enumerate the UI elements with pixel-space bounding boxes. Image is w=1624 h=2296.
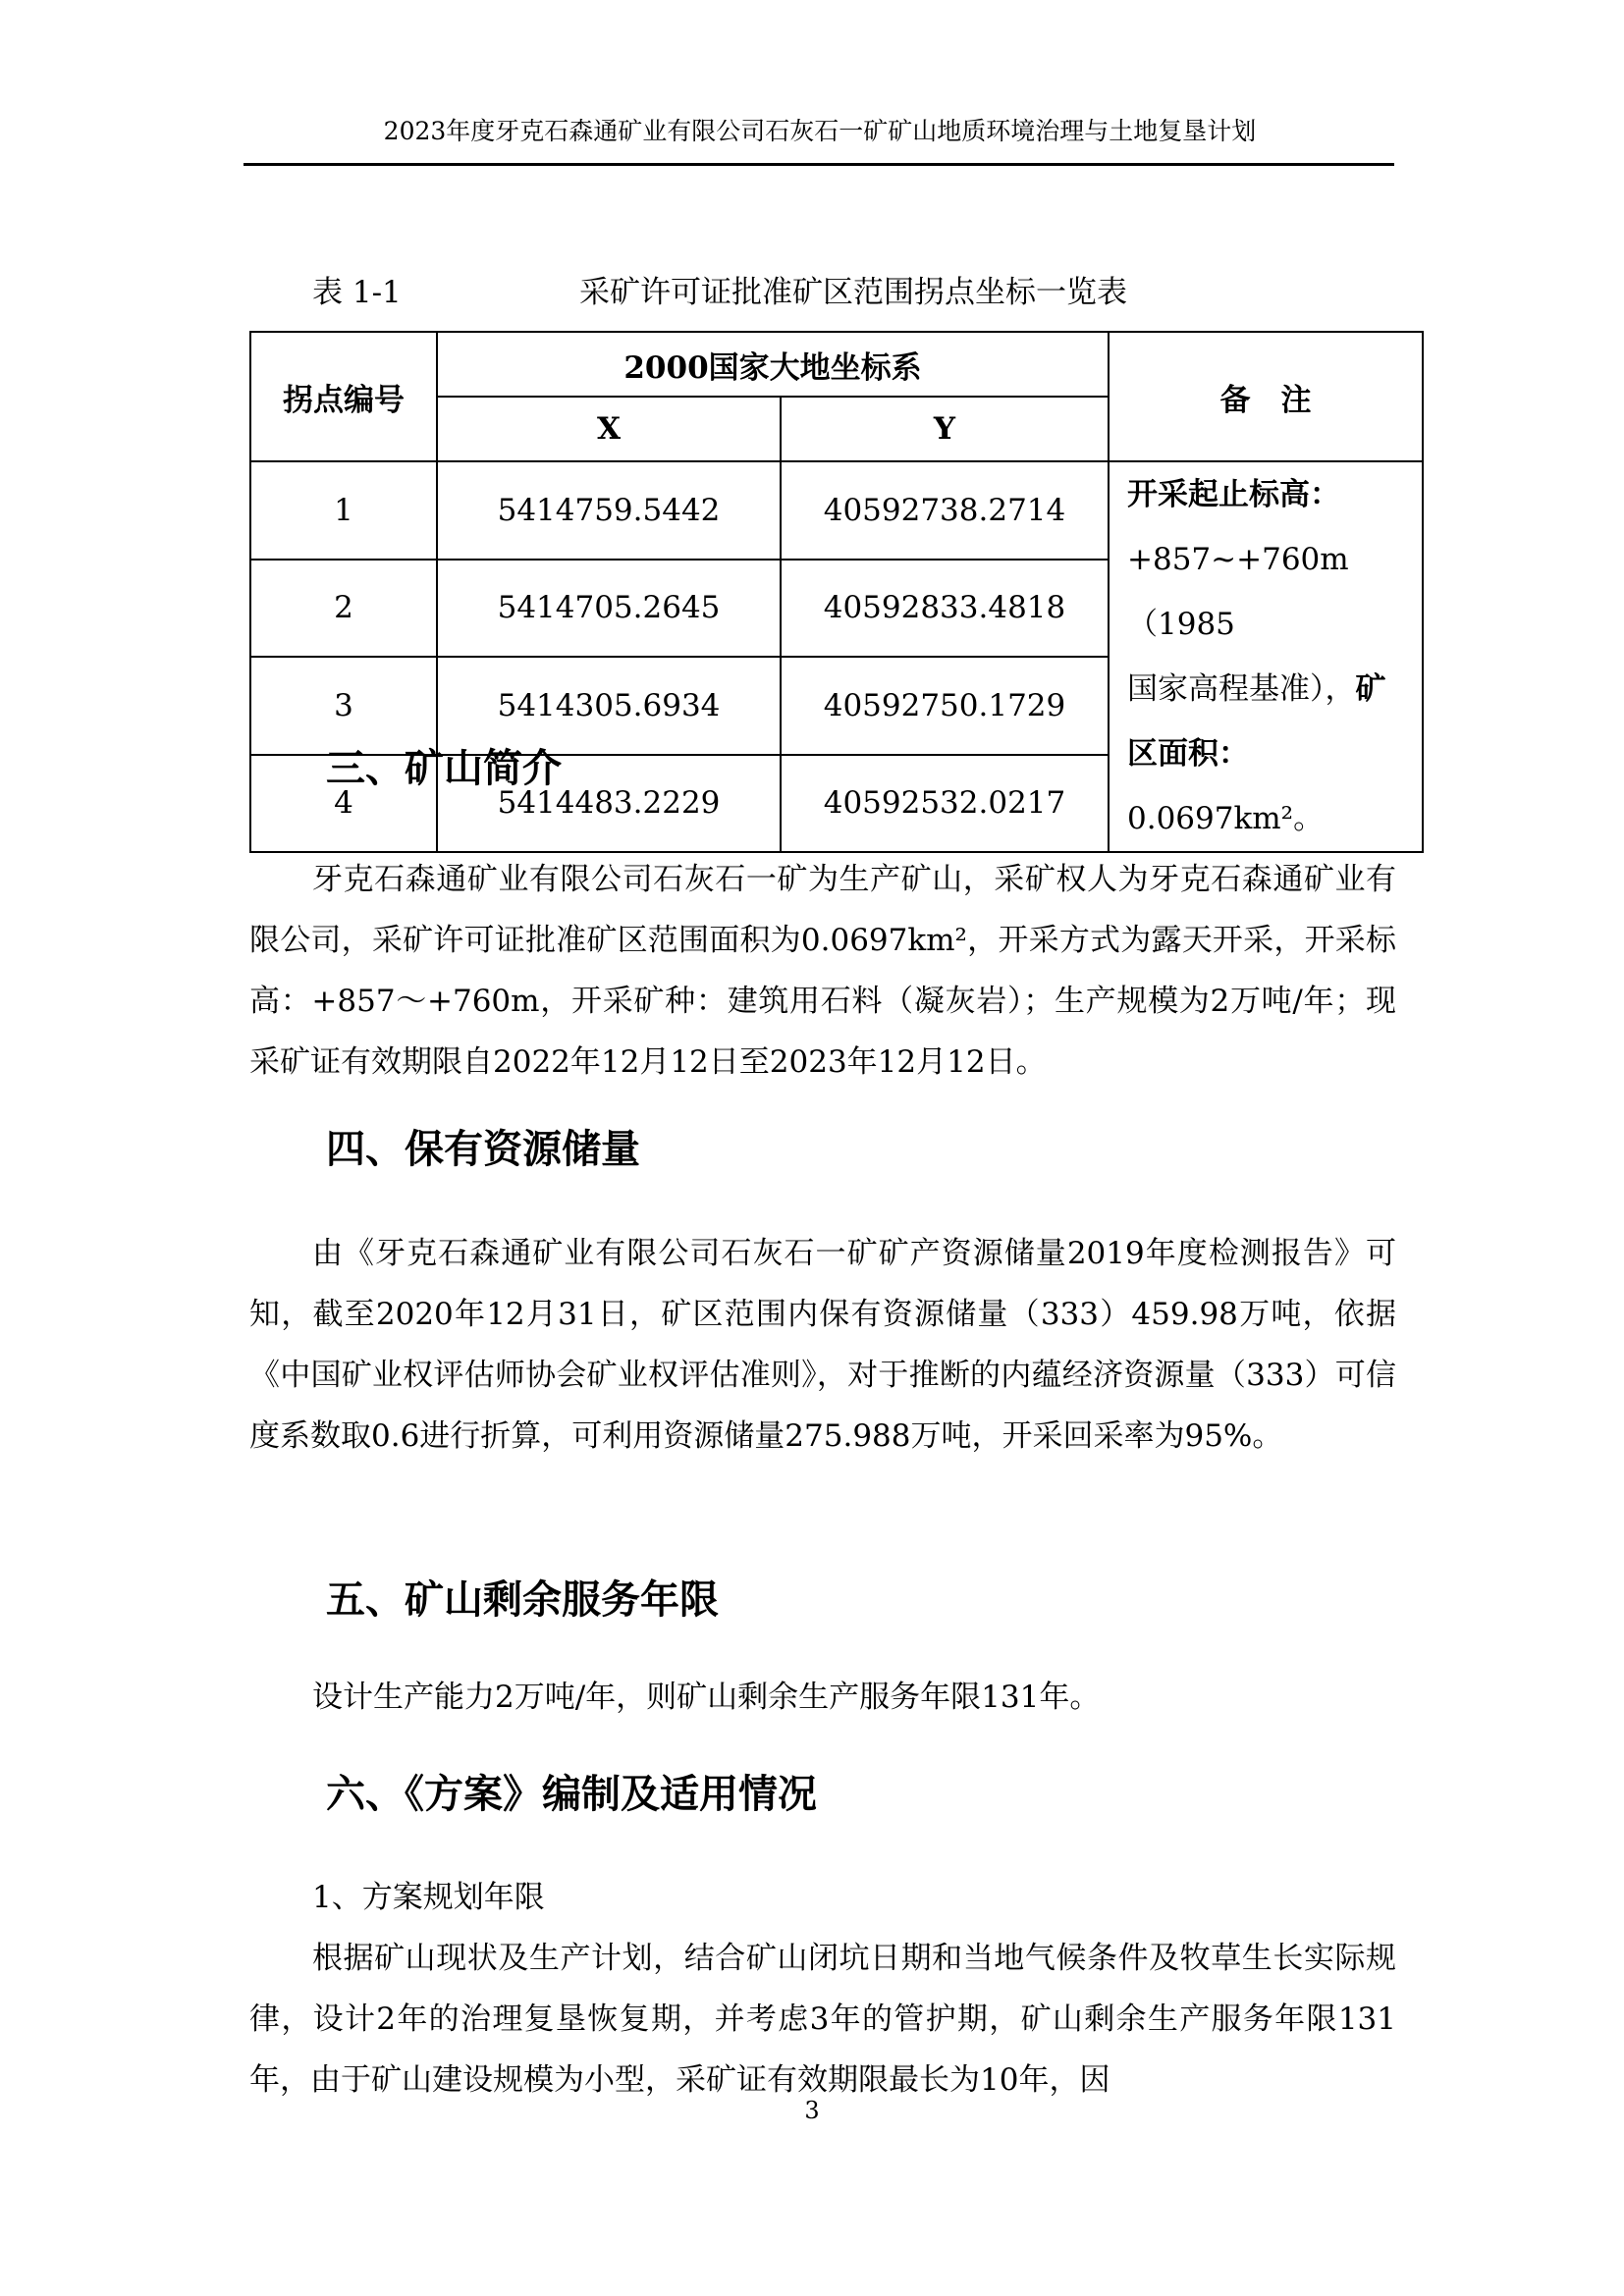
remark-datum-text: 国家高程基准）， [1127, 671, 1356, 707]
table-row [250, 461, 1423, 560]
header-y: Y [781, 397, 1109, 461]
remark-line-elevation-value: +857~+760m（1985 [1127, 542, 1349, 642]
point-x: 5414483.2229 [437, 755, 781, 853]
point-y: 40592750.1729 [781, 657, 1109, 755]
table-header-row [250, 332, 1423, 397]
header-x: X [437, 397, 781, 461]
section-body-service-life: 设计生产能力2万吨/年，则矿山剩余生产服务年限131年。 [312, 1680, 1101, 1715]
point-y: 40592833.4818 [781, 560, 1109, 658]
subsection-heading-plan-period: 1、方案规划年限 [312, 1880, 545, 1915]
running-header: 2023年度牙克石森通矿业有限公司石灰石一矿矿山地质环境治理与土地复垦计划 [383, 117, 1257, 145]
point-y: 40592532.0217 [781, 755, 1109, 853]
point-id: 1 [250, 461, 437, 560]
point-id: 3 [250, 657, 437, 755]
header-coordinate-system: 2000国家大地坐标系 [437, 332, 1109, 397]
section-heading-service-life: 五、矿山剩余服务年限 [326, 1576, 719, 1623]
point-x: 5414705.2645 [437, 560, 781, 658]
page-number: 3 [804, 2097, 820, 2124]
section-body-reserves: 由《牙克石森通矿业有限公司石灰石一矿矿产资源储量2019年度检测报告》可知，截至2020年12月31日，矿区范围内保有资源储量（333）459.98万吨，依据《中国矿业权评估师协会矿业权评估准则》，对于推断的内蕴经济资源量（333）可信度系数取0.6进行折算，可利用资源储量275.988万吨，开采回采率为95%。 [249, 1236, 1396, 1454]
section-heading-reserves: 四、保有资源储量 [326, 1126, 640, 1172]
point-id: 4 [250, 755, 437, 853]
remark-area-value: 0.0697km²。 [1127, 801, 1325, 836]
remark-area-label: 区面积： [1127, 736, 1249, 772]
header-point-number: 拐点编号 [250, 332, 437, 461]
point-y: 40592738.2714 [781, 461, 1109, 560]
point-x: 5414305.6934 [437, 657, 781, 755]
point-id: 2 [250, 560, 437, 658]
section-body-plan: 根据矿山现状及生产计划，结合矿山闭坑日期和当地气候条件及牧草生长实际规律，设计2年的治理复垦恢复期，并考虑3年的管护期，矿山剩余生产服务年限131年，由于矿山建设规模为小型，采矿证有效期限最长为10年，因 [249, 1941, 1396, 2098]
section-heading-plan: 六、《方案》编制及适用情况 [326, 1771, 817, 1817]
table-caption-title: 采矿许可证批准矿区范围拐点坐标一览表 [579, 275, 1127, 310]
table-caption-number: 表 1-1 [312, 275, 402, 310]
point-x: 5414759.5442 [437, 461, 781, 560]
section-heading-mine-intro: 三、矿山简介 [326, 745, 562, 791]
remark-line-elevation-label: 开采起止标高： [1127, 477, 1340, 512]
section-body-mine-intro: 牙克石森通矿业有限公司石灰石一矿为生产矿山，采矿权人为牙克石森通矿业有限公司，采矿许可证批准矿区范围面积为0.0697km²，开采方式为露天开采，开采标高：+857～+760m，开采矿种：建筑用石料（凝灰岩）；生产规模为2万吨/年；现采矿证有效期限自2022年12月12日至2023年12月12日。 [249, 862, 1396, 1080]
remark-area-prefix: 矿 [1355, 671, 1386, 707]
remark-cell [1109, 461, 1423, 852]
header-rule [244, 163, 1394, 166]
header-remark: 备 注 [1109, 332, 1423, 461]
remark-line-area [1127, 721, 1412, 851]
remark-line-datum [1127, 657, 1412, 721]
